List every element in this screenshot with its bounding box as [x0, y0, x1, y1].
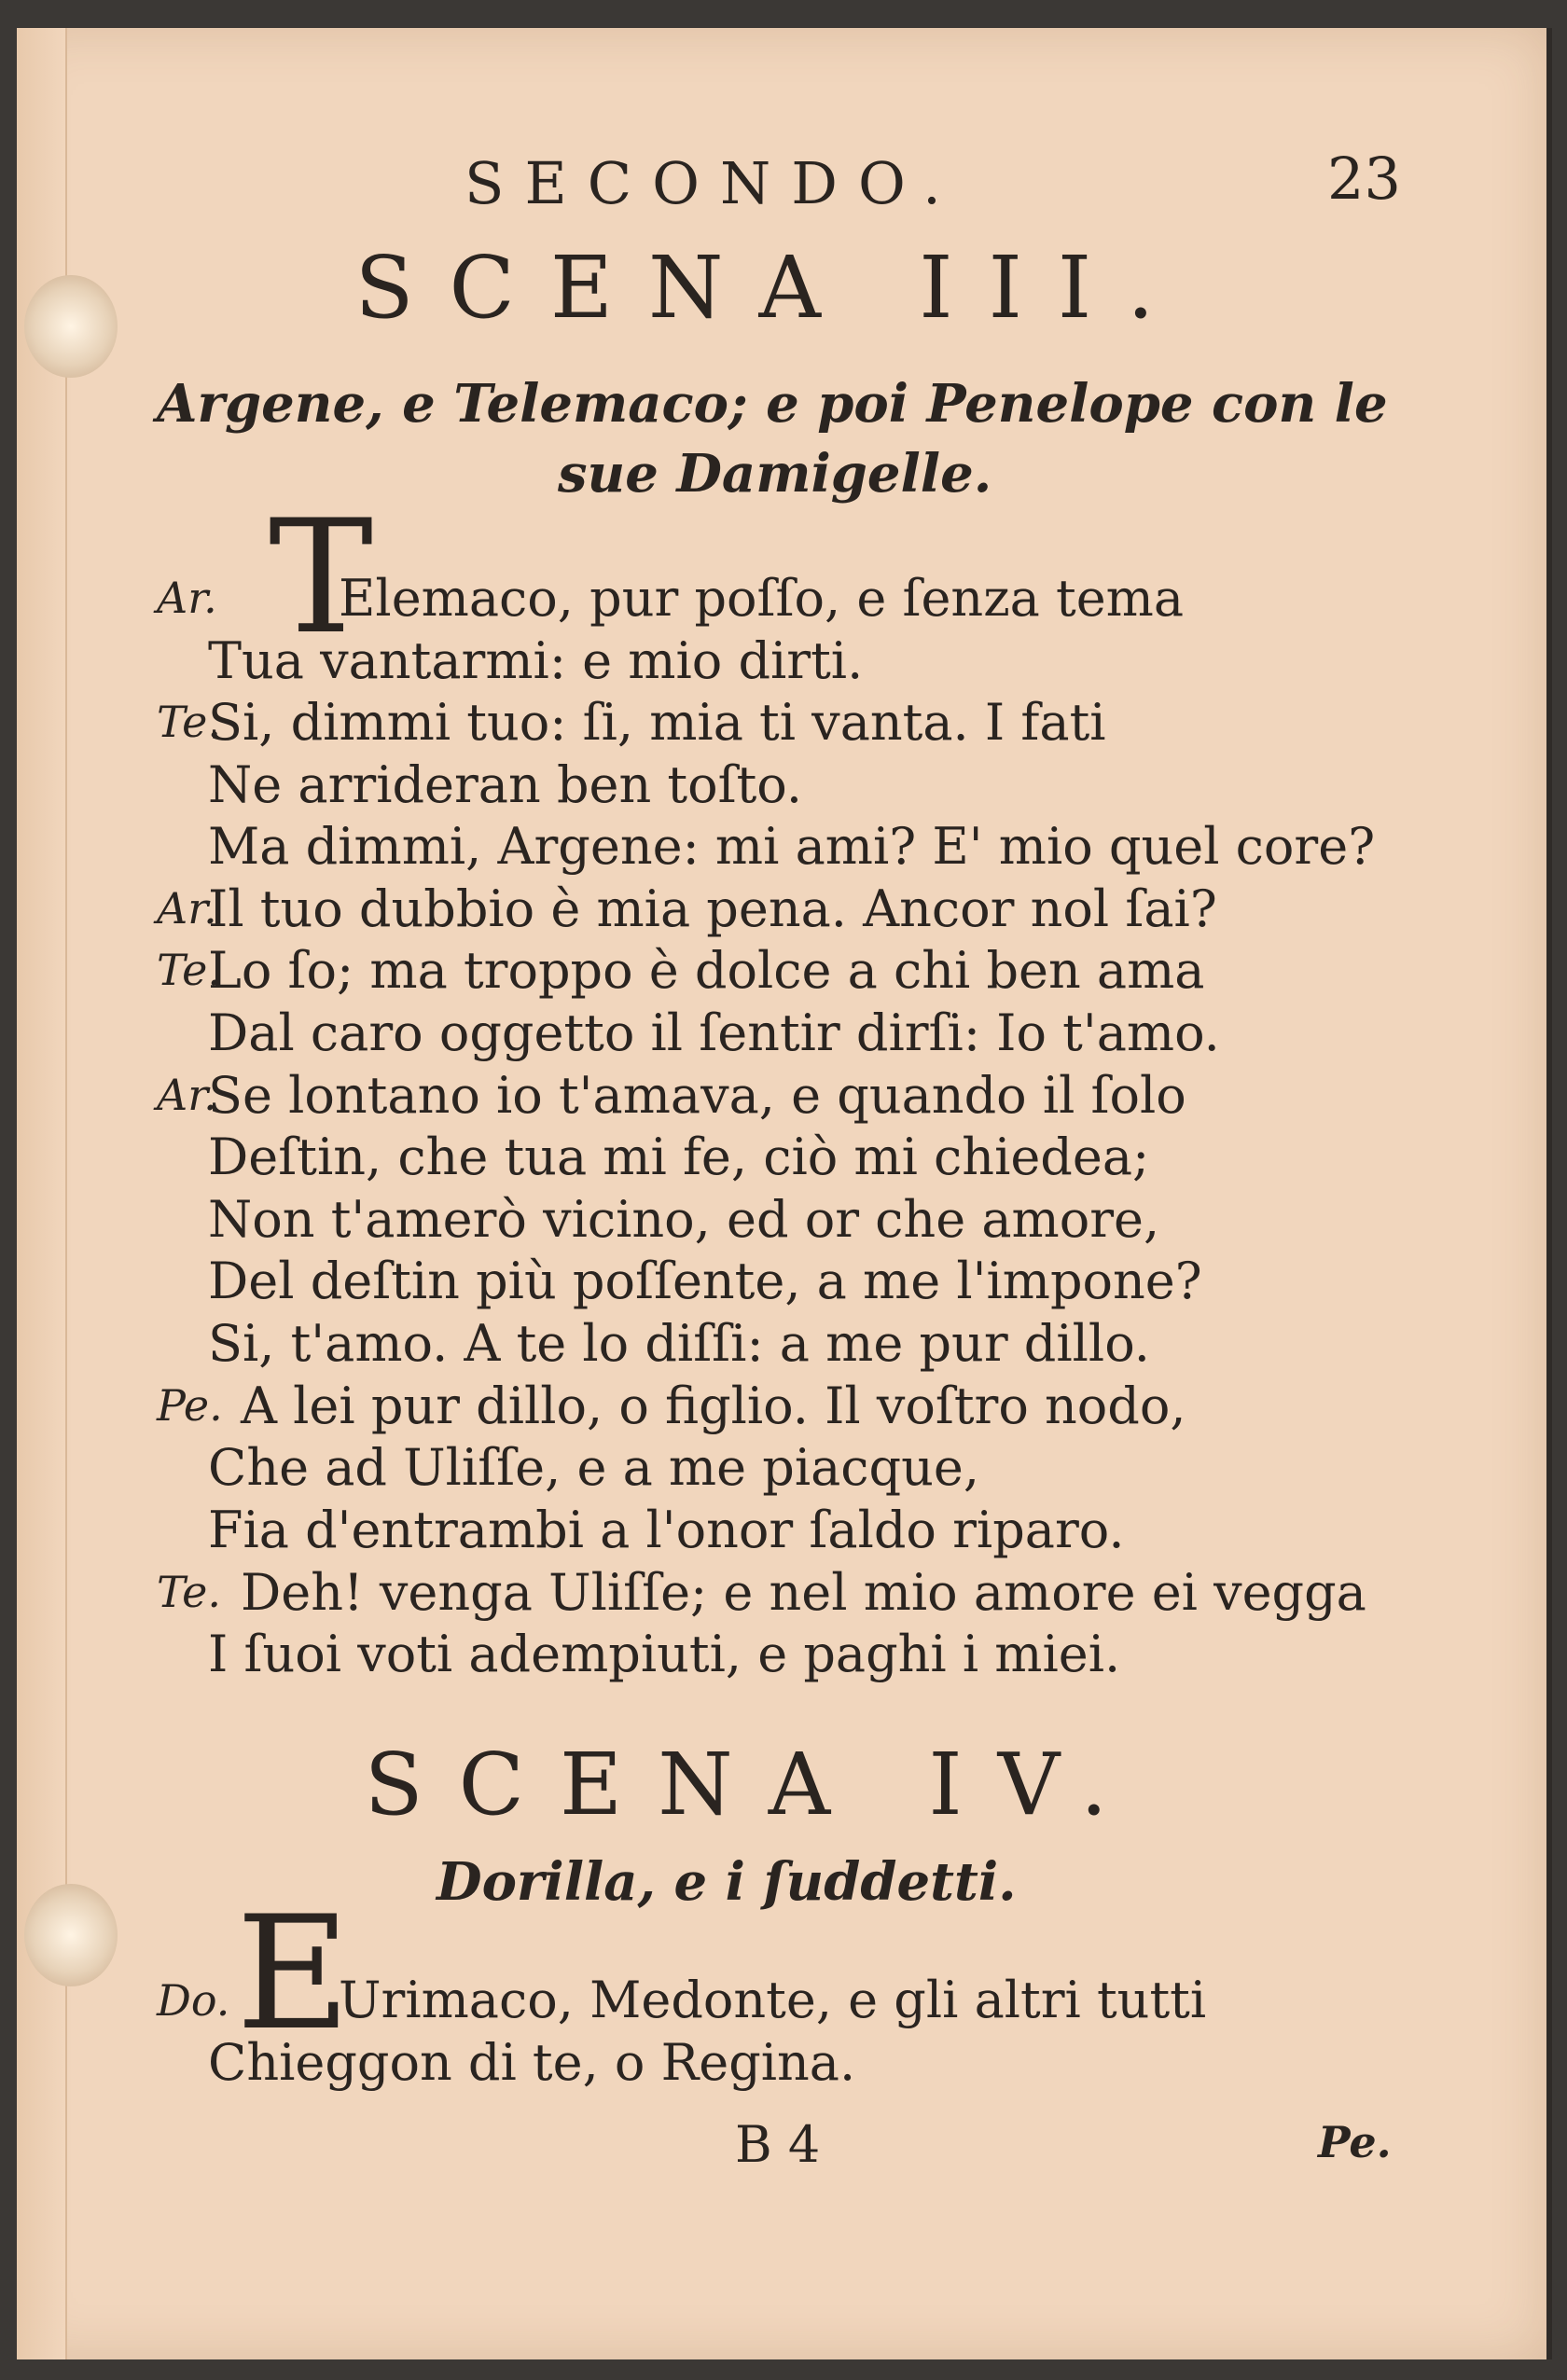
verse-line: Chieggon di te, o Regina.	[208, 2033, 856, 2092]
verse-line: Ma dimmi, Argene: mi ami? E' mio quel core?	[208, 817, 1376, 876]
speaker-label: Te.	[157, 697, 221, 747]
verse-line: Lo ſo; ma troppo è dolce a chi ben ama	[208, 941, 1205, 1000]
verse-line: Se lontano io t'amava, e quando il ſolo	[208, 1066, 1186, 1125]
scene-4-cast: Dorilla, e i ſuddetti.	[437, 1851, 1017, 1913]
scene-3-drop-cap: T	[269, 486, 374, 669]
verse-line: Che ad Uliſſe, e a me piacque,	[208, 1438, 980, 1497]
signature-mark: B 4	[735, 2115, 821, 2174]
verse-line: Elemaco, pur poſſo, e ſenza tema	[339, 569, 1185, 628]
verse-line: Urimaco, Medonte, e gli altri tutti	[339, 1971, 1207, 2029]
speaker-label: Ar.	[157, 573, 217, 623]
book-page	[17, 28, 1552, 2359]
verse-line: Deſtin, che tua mi fe, ciò mi chiedea;	[208, 1128, 1150, 1186]
running-title: SECONDO.	[465, 149, 962, 217]
scene-3-heading: SCENA III.	[354, 238, 1190, 338]
verse-line: Del deſtin più poſſente, a me l'impone?	[208, 1252, 1202, 1310]
verse-line: A lei pur dillo, o figlio. Il voſtro nodo,	[241, 1377, 1186, 1435]
binding-hole-bottom	[24, 1884, 118, 1986]
page-number: 23	[1327, 145, 1401, 213]
speaker-label: Te.	[157, 1567, 221, 1617]
page-gutter	[17, 28, 67, 2359]
verse-line: Dal caro oggetto il ſentir dirſi: Io t'amo.	[208, 1003, 1220, 1062]
verse-line: Si, t'amo. A te lo diſſi: a me pur dillo.	[208, 1314, 1150, 1373]
speaker-label: Ar.	[157, 1070, 217, 1120]
verse-line: Tua vantarmi: e mio dirti.	[208, 631, 864, 690]
verse-line: Non t'amerò vicino, ed or che amore,	[208, 1190, 1160, 1249]
speaker-label: Pe.	[157, 1380, 223, 1431]
verse-line: Il tuo dubbio è mia pena. Ancor nol ſai?	[208, 879, 1217, 938]
catchword: Pe.	[1318, 2117, 1392, 2167]
verse-line: I ſuoi voti adempiuti, e paghi i miei.	[208, 1625, 1121, 1683]
speaker-label: Te.	[157, 945, 221, 995]
speaker-label: Ar.	[157, 883, 217, 934]
scene-4-heading: SCENA IV.	[364, 1735, 1144, 1834]
scene-3-cast-line-2: sue Damigelle.	[558, 443, 992, 505]
verse-line: Deh! venga Uliſſe; e nel mio amore ei vegga	[241, 1563, 1366, 1622]
verse-line: Ne arrideran ben toſto.	[208, 755, 803, 814]
speaker-label: Do.	[157, 1975, 230, 2026]
verse-line: Fia d'entrambi a l'onor ſaldo riparo.	[208, 1501, 1125, 1559]
scene-3-cast-line-1: Argene, e Telemaco; e poi Penelope con le	[157, 373, 1388, 435]
verse-line: Si, dimmi tuo: ſi, mia ti vanta. I fati	[208, 693, 1106, 752]
scene-4-drop-cap: E	[236, 1882, 351, 2065]
